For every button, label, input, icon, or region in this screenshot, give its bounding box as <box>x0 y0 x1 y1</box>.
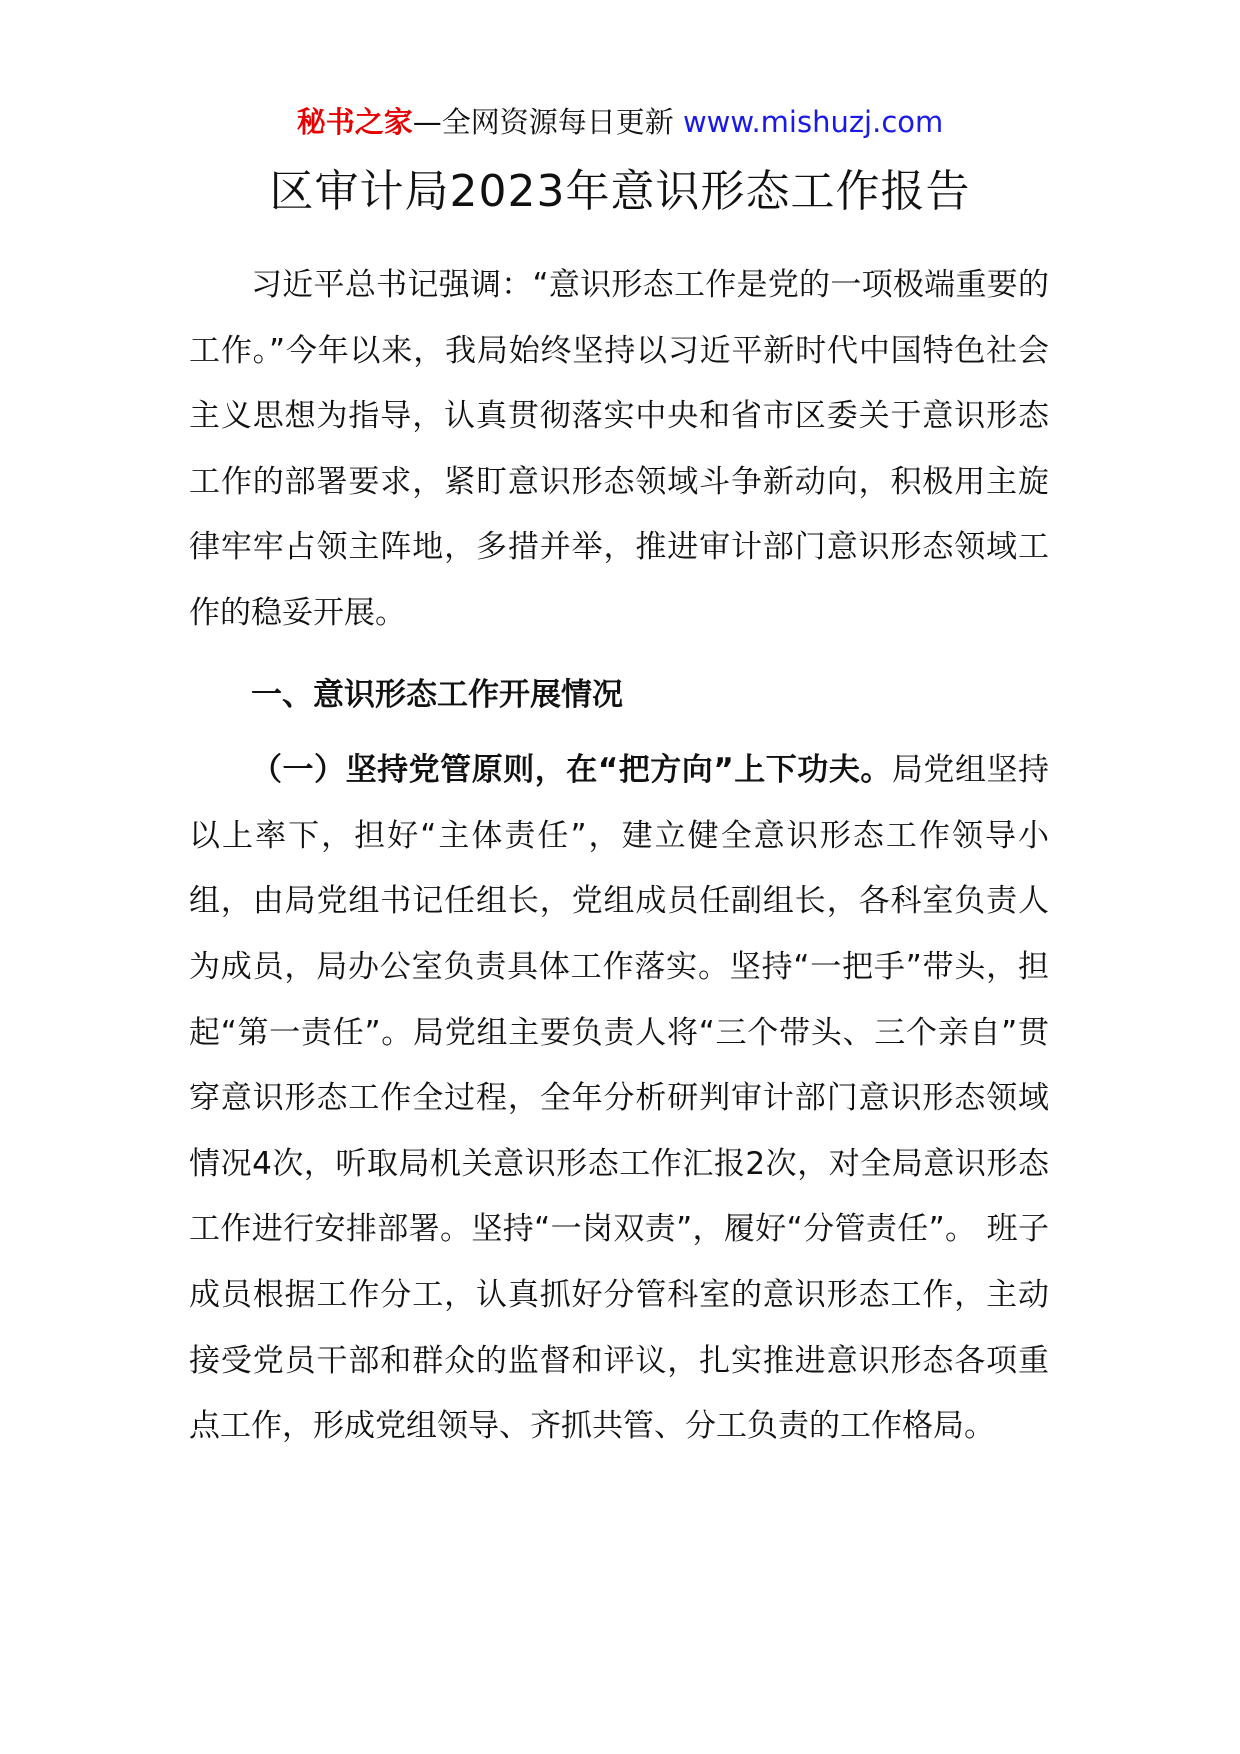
item-lead: （一）坚持党管原则，在“把方向”上下功夫。 <box>251 752 892 789</box>
intro-paragraph: 习近平总书记强调：“意识形态工作是党的一项极端重要的工作。”今年以来，我局始终坚持以习近平新时代中国特色社会主义思想为指导，认真贯彻落实中央和省市区委关于意识形态工作的部署要求，紧盯意识形态领域斗争新动向，积极用主旋律牢牢占领主阵地，多措并举，推进审计部门意识形态领域工作的稳妥开展。 <box>189 267 1049 631</box>
section-item-paragraph <box>189 738 1049 1460</box>
item-text: 局党组坚持以上率下，担好“主体责任”，建立健全意识形态工作领导小组，由局党组书记任组长，党组成员任副组长，各科室负责人为成员，局办公室负责具体工作落实。坚持“一把手”带头，担起“第一责任”。局党组主要负责人将“三个带头、三个亲自”贯穿意识形态工作全过程，全年分析研判审计部门意识形态领域情况4次，听取局机关意识形态工作汇报2次，对全局意识形态工作进行安排部署。坚持“一岗双责”，履好“分管责任”。 班子成员根据工作分工，认真抓好分管科室的意识形态工作，主动接受党员干部和群众的监督和评议，扎实推进意识形态各项重点工作，形成党组领导、齐抓共管、分工负责的工作格局。 <box>189 752 1050 1445</box>
section-heading: 一、意识形态工作开展情况 <box>251 676 623 713</box>
document-body <box>189 253 1049 1460</box>
site-banner <box>0 102 1240 142</box>
banner-tagline: —全网资源每日更新 <box>412 105 674 139</box>
document-title: 区审计局2023年意识形态工作报告 <box>269 166 971 217</box>
site-url-link[interactable]: www.mishuzj.com <box>682 105 944 139</box>
brand-name: 秘书之家 <box>296 105 413 139</box>
